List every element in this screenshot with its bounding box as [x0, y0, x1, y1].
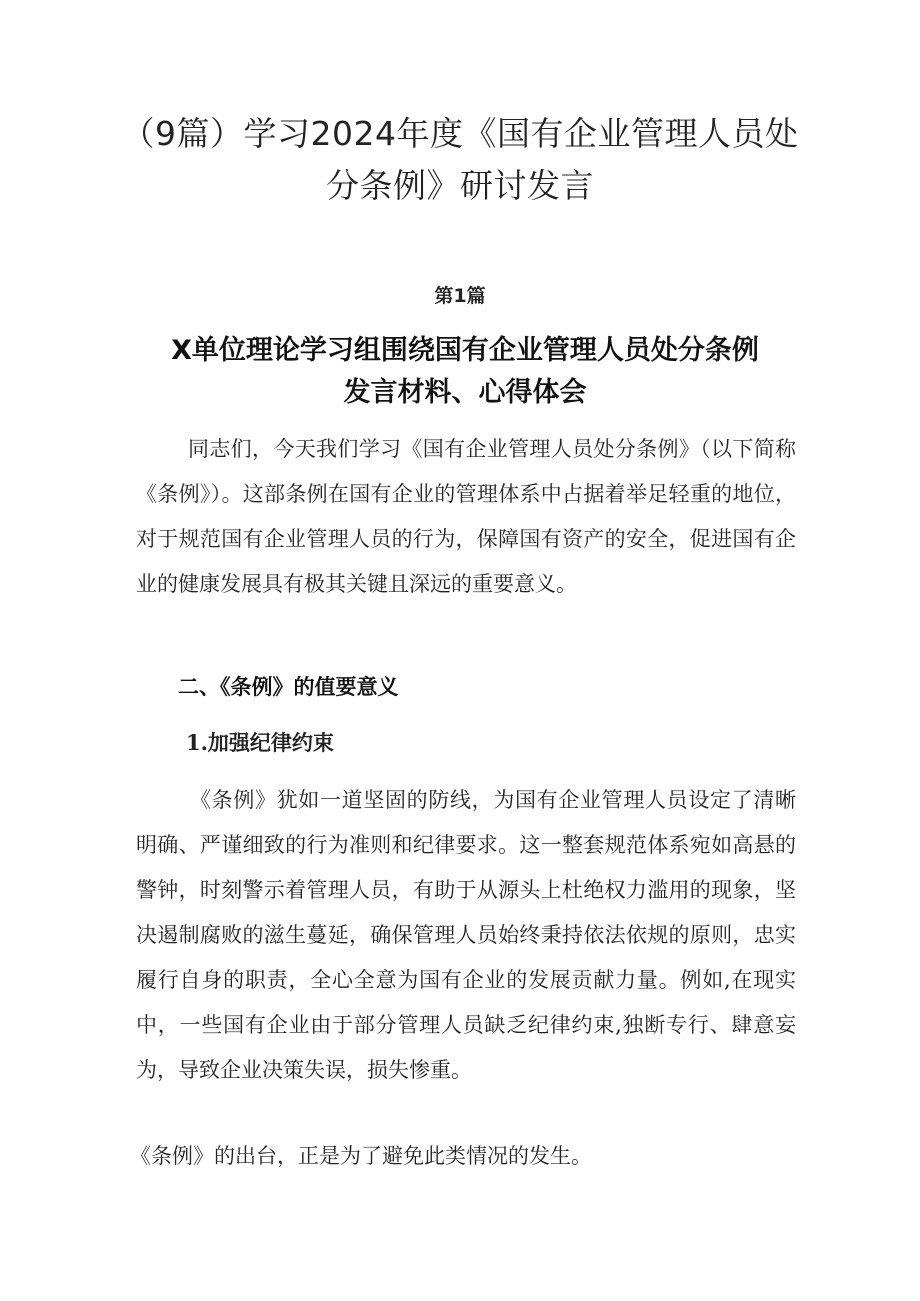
closing-line: 《条例》的出台，正是为了避免此类情况的发生。 [130, 1144, 592, 1168]
intro-paragraph: 同志们，今天我们学习《国有企业管理人员处分条例》（以下简称《条例》）。这部条例在国有企业的管理体系中占据着举足轻重的地位，对于规范国有企业管理人员的行为，保障国有资产的安全，促进国有企业的健康发展具有极其关键且深远的重要意义。 [136, 437, 796, 596]
subheading: 1.加强纪律约束 [186, 730, 334, 755]
part-title: X单位理论学习组围绕国有企业管理人员处分条例发言材料、心得体会 [171, 335, 759, 408]
body-paragraph: 《条例》犹如一道坚固的防线，为国有企业管理人员设定了清晰明确、严谨细致的行为准则和纪律要求。这一整套规范体系宛如高悬的警钟，时刻警示着管理人员，有助于从源头上杜绝权力滥用的现象，坚决遏制腐败的滋生蔓延，确保管理人员始终秉持依法依规的原则，忠实履行自身的职责，全心全意为国有企业的发展贡献力量。例如,在现实中，一些国有企业由于部分管理人员缺乏纪律约束,独断专行、肆意妄为，导致企业决策失误，损失惨重。 [136, 788, 796, 1082]
section-heading: 二、《条例》的值要意义 [178, 675, 399, 699]
document-title: （9篇）学习2024年度《国有企业管理人员处分条例》研讨发言 [121, 114, 799, 205]
part-label: 第1篇 [434, 285, 486, 307]
